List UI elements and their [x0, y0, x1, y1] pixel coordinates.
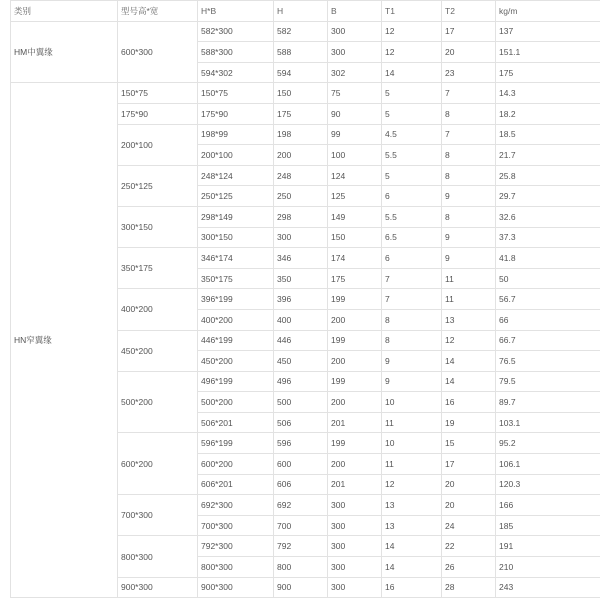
cell-h: 792	[274, 536, 328, 557]
header-category: 类别	[11, 1, 118, 22]
category-cell: HM中翼缘	[11, 21, 118, 83]
cell-b: 200	[328, 309, 382, 330]
cell-t2: 7	[442, 124, 496, 145]
cell-weight: 95.2	[496, 433, 600, 454]
cell-h: 175	[274, 103, 328, 124]
cell-h: 300	[274, 227, 328, 248]
cell-b: 201	[328, 412, 382, 433]
cell-t1: 9	[382, 351, 442, 372]
model-cell: 600*300	[118, 21, 198, 83]
cell-b: 175	[328, 268, 382, 289]
cell-t1: 7	[382, 289, 442, 310]
cell-weight: 66	[496, 309, 600, 330]
cell-t2: 13	[442, 309, 496, 330]
header-model: 型号高*宽	[118, 1, 198, 22]
cell-h: 596	[274, 433, 328, 454]
cell-weight: 56.7	[496, 289, 600, 310]
cell-b: 200	[328, 351, 382, 372]
cell-t2: 16	[442, 392, 496, 413]
cell-t2: 17	[442, 454, 496, 475]
cell-weight: 210	[496, 557, 600, 578]
cell-t1: 5	[382, 103, 442, 124]
h-beam-spec-table	[10, 0, 600, 598]
cell-t2: 28	[442, 577, 496, 598]
cell-b: 300	[328, 577, 382, 598]
cell-b: 125	[328, 186, 382, 207]
cell-h: 594	[274, 62, 328, 83]
cell-t1: 8	[382, 309, 442, 330]
cell-h: 350	[274, 268, 328, 289]
table-row	[11, 21, 600, 42]
cell-hb: 446*199	[198, 330, 274, 351]
cell-b: 199	[328, 433, 382, 454]
cell-h: 298	[274, 206, 328, 227]
cell-t1: 16	[382, 577, 442, 598]
cell-b: 300	[328, 42, 382, 63]
cell-b: 199	[328, 371, 382, 392]
cell-weight: 191	[496, 536, 600, 557]
cell-weight: 18.2	[496, 103, 600, 124]
cell-t2: 20	[442, 495, 496, 516]
cell-t1: 9	[382, 371, 442, 392]
header-row	[11, 1, 600, 22]
cell-h: 446	[274, 330, 328, 351]
cell-h: 248	[274, 165, 328, 186]
cell-b: 300	[328, 557, 382, 578]
cell-h: 500	[274, 392, 328, 413]
cell-t2: 26	[442, 557, 496, 578]
cell-b: 201	[328, 474, 382, 495]
cell-t2: 9	[442, 186, 496, 207]
cell-h: 582	[274, 21, 328, 42]
header-weight: kg/m	[496, 1, 600, 22]
cell-t2: 14	[442, 371, 496, 392]
cell-hb: 594*302	[198, 62, 274, 83]
cell-b: 100	[328, 145, 382, 166]
cell-t2: 8	[442, 206, 496, 227]
cell-t1: 8	[382, 330, 442, 351]
cell-t2: 20	[442, 474, 496, 495]
cell-hb: 198*99	[198, 124, 274, 145]
cell-t2: 14	[442, 351, 496, 372]
cell-weight: 166	[496, 495, 600, 516]
cell-weight: 18.5	[496, 124, 600, 145]
cell-weight: 50	[496, 268, 600, 289]
cell-hb: 500*200	[198, 392, 274, 413]
cell-t2: 15	[442, 433, 496, 454]
model-cell: 500*200	[118, 371, 198, 433]
cell-hb: 248*124	[198, 165, 274, 186]
model-cell: 175*90	[118, 103, 198, 124]
cell-b: 75	[328, 83, 382, 104]
cell-hb: 400*200	[198, 309, 274, 330]
header-t1: T1	[382, 1, 442, 22]
cell-b: 200	[328, 454, 382, 475]
cell-weight: 137	[496, 21, 600, 42]
cell-t2: 9	[442, 248, 496, 269]
cell-t1: 14	[382, 536, 442, 557]
cell-h: 900	[274, 577, 328, 598]
cell-weight: 76.5	[496, 351, 600, 372]
cell-weight: 32.6	[496, 206, 600, 227]
cell-h: 396	[274, 289, 328, 310]
cell-b: 90	[328, 103, 382, 124]
cell-weight: 66.7	[496, 330, 600, 351]
cell-hb: 506*201	[198, 412, 274, 433]
cell-t2: 11	[442, 268, 496, 289]
header-hb: H*B	[198, 1, 274, 22]
header-t2: T2	[442, 1, 496, 22]
cell-h: 150	[274, 83, 328, 104]
cell-hb: 250*125	[198, 186, 274, 207]
model-cell: 350*175	[118, 248, 198, 289]
cell-hb: 582*300	[198, 21, 274, 42]
cell-h: 496	[274, 371, 328, 392]
cell-h: 588	[274, 42, 328, 63]
cell-t2: 8	[442, 165, 496, 186]
cell-hb: 450*200	[198, 351, 274, 372]
model-cell: 150*75	[118, 83, 198, 104]
cell-h: 692	[274, 495, 328, 516]
cell-hb: 800*300	[198, 557, 274, 578]
cell-b: 300	[328, 536, 382, 557]
cell-t2: 23	[442, 62, 496, 83]
cell-hb: 700*300	[198, 515, 274, 536]
cell-t1: 10	[382, 392, 442, 413]
cell-b: 99	[328, 124, 382, 145]
cell-t1: 14	[382, 62, 442, 83]
cell-weight: 14.3	[496, 83, 600, 104]
cell-b: 124	[328, 165, 382, 186]
cell-hb: 175*90	[198, 103, 274, 124]
cell-h: 346	[274, 248, 328, 269]
cell-b: 300	[328, 515, 382, 536]
model-cell: 300*150	[118, 206, 198, 247]
cell-b: 300	[328, 21, 382, 42]
cell-b: 149	[328, 206, 382, 227]
cell-weight: 151.1	[496, 42, 600, 63]
cell-t1: 5	[382, 165, 442, 186]
cell-t1: 13	[382, 515, 442, 536]
cell-t1: 12	[382, 474, 442, 495]
cell-h: 200	[274, 145, 328, 166]
cell-t2: 24	[442, 515, 496, 536]
cell-t2: 8	[442, 145, 496, 166]
header-b: B	[328, 1, 382, 22]
cell-h: 600	[274, 454, 328, 475]
model-cell: 700*300	[118, 495, 198, 536]
cell-b: 200	[328, 392, 382, 413]
cell-t2: 7	[442, 83, 496, 104]
cell-hb: 200*100	[198, 145, 274, 166]
cell-t2: 22	[442, 536, 496, 557]
cell-hb: 600*200	[198, 454, 274, 475]
cell-t2: 8	[442, 103, 496, 124]
model-cell: 450*200	[118, 330, 198, 371]
cell-t2: 19	[442, 412, 496, 433]
cell-t1: 5	[382, 83, 442, 104]
cell-t2: 17	[442, 21, 496, 42]
cell-b: 174	[328, 248, 382, 269]
cell-b: 150	[328, 227, 382, 248]
cell-weight: 243	[496, 577, 600, 598]
cell-t1: 13	[382, 495, 442, 516]
cell-h: 800	[274, 557, 328, 578]
cell-hb: 396*199	[198, 289, 274, 310]
cell-weight: 25.8	[496, 165, 600, 186]
cell-weight: 175	[496, 62, 600, 83]
cell-t1: 14	[382, 557, 442, 578]
cell-t1: 6	[382, 186, 442, 207]
header-h: H	[274, 1, 328, 22]
cell-t1: 11	[382, 454, 442, 475]
cell-t1: 6	[382, 248, 442, 269]
cell-t1: 12	[382, 21, 442, 42]
cell-h: 250	[274, 186, 328, 207]
cell-t1: 5.5	[382, 206, 442, 227]
cell-weight: 37.3	[496, 227, 600, 248]
table-row	[11, 83, 600, 104]
cell-hb: 496*199	[198, 371, 274, 392]
cell-weight: 103.1	[496, 412, 600, 433]
cell-hb: 350*175	[198, 268, 274, 289]
cell-hb: 300*150	[198, 227, 274, 248]
cell-hb: 792*300	[198, 536, 274, 557]
cell-h: 700	[274, 515, 328, 536]
cell-weight: 41.8	[496, 248, 600, 269]
cell-weight: 29.7	[496, 186, 600, 207]
cell-t1: 12	[382, 42, 442, 63]
model-cell: 400*200	[118, 289, 198, 330]
cell-weight: 21.7	[496, 145, 600, 166]
cell-t1: 10	[382, 433, 442, 454]
model-cell: 600*200	[118, 433, 198, 495]
cell-weight: 89.7	[496, 392, 600, 413]
cell-hb: 150*75	[198, 83, 274, 104]
model-cell: 900*300	[118, 577, 198, 598]
cell-t1: 7	[382, 268, 442, 289]
cell-t2: 20	[442, 42, 496, 63]
cell-hb: 588*300	[198, 42, 274, 63]
cell-hb: 596*199	[198, 433, 274, 454]
cell-weight: 106.1	[496, 454, 600, 475]
cell-hb: 298*149	[198, 206, 274, 227]
cell-t1: 11	[382, 412, 442, 433]
cell-hb: 606*201	[198, 474, 274, 495]
cell-b: 199	[328, 330, 382, 351]
cell-h: 450	[274, 351, 328, 372]
cell-weight: 185	[496, 515, 600, 536]
model-cell: 800*300	[118, 536, 198, 577]
table-body	[11, 21, 600, 598]
cell-t1: 4.5	[382, 124, 442, 145]
cell-t1: 6.5	[382, 227, 442, 248]
cell-t2: 12	[442, 330, 496, 351]
cell-weight: 79.5	[496, 371, 600, 392]
cell-b: 199	[328, 289, 382, 310]
cell-b: 300	[328, 495, 382, 516]
cell-t1: 5.5	[382, 145, 442, 166]
cell-hb: 900*300	[198, 577, 274, 598]
cell-t2: 9	[442, 227, 496, 248]
cell-h: 198	[274, 124, 328, 145]
cell-t2: 11	[442, 289, 496, 310]
cell-h: 506	[274, 412, 328, 433]
cell-h: 606	[274, 474, 328, 495]
model-cell: 200*100	[118, 124, 198, 165]
cell-weight: 120.3	[496, 474, 600, 495]
model-cell: 250*125	[118, 165, 198, 206]
cell-hb: 692*300	[198, 495, 274, 516]
category-cell: HN窄翼缘	[11, 83, 118, 598]
cell-b: 302	[328, 62, 382, 83]
cell-hb: 346*174	[198, 248, 274, 269]
cell-h: 400	[274, 309, 328, 330]
